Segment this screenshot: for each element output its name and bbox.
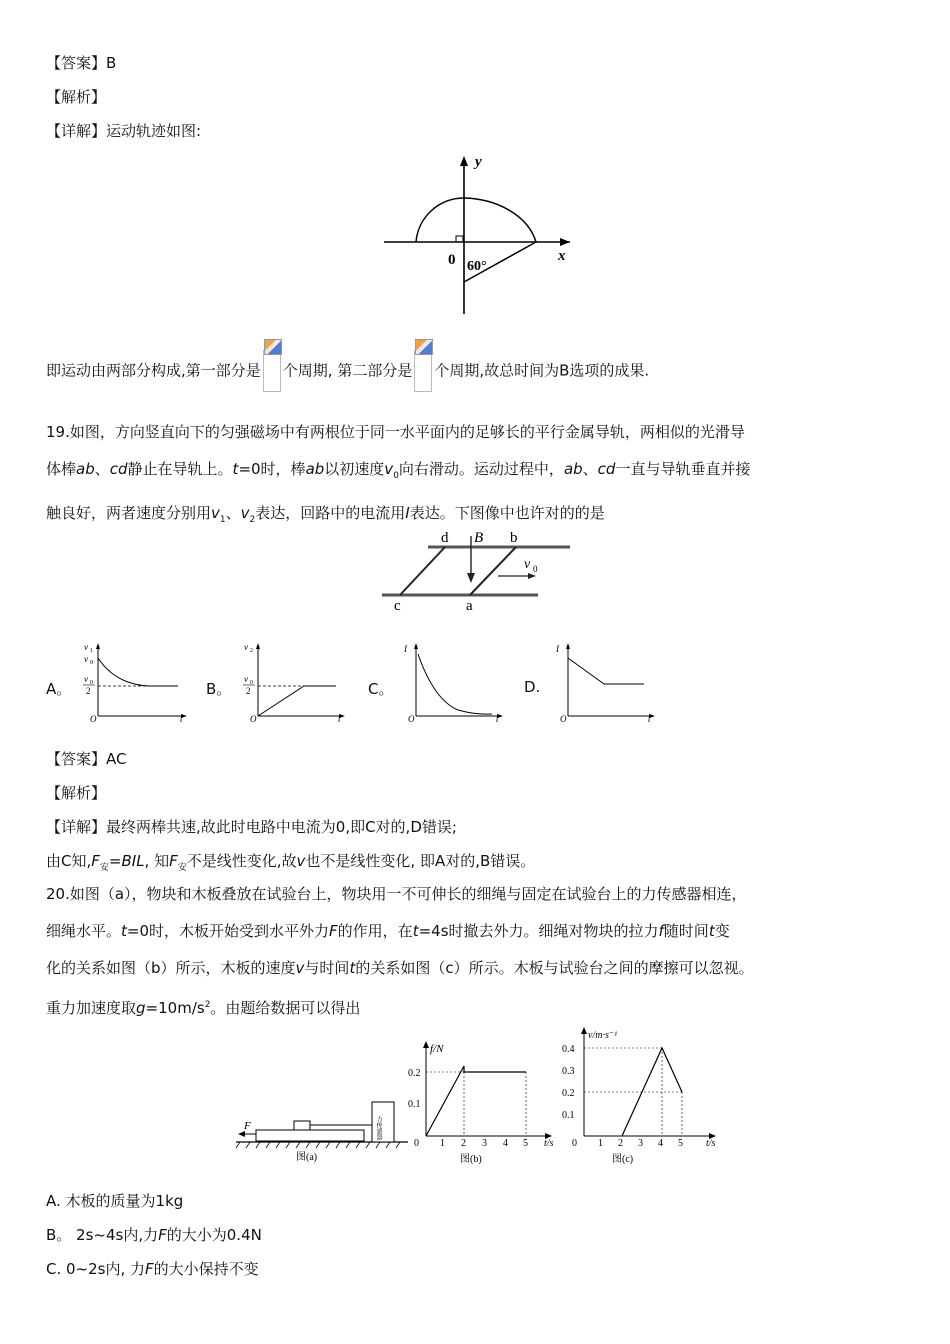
svg-text:t: t bbox=[338, 714, 341, 722]
label-B: B bbox=[474, 530, 484, 546]
figure-b-force-graph bbox=[408, 1040, 558, 1166]
sensor-label: 力传感器 bbox=[375, 1116, 381, 1140]
broken-image-icon bbox=[414, 350, 432, 392]
svg-text:0: 0 bbox=[533, 564, 538, 574]
svg-text:I: I bbox=[404, 644, 407, 654]
svg-text:0.4: 0.4 bbox=[562, 1044, 575, 1055]
svg-text:5: 5 bbox=[678, 1138, 683, 1149]
svg-text:t: t bbox=[180, 714, 183, 722]
figure-b-caption: 图(b) bbox=[460, 1154, 482, 1165]
option-a-label: A。 bbox=[46, 680, 72, 698]
svg-text:2: 2 bbox=[86, 686, 91, 696]
svg-text:t/s: t/s bbox=[544, 1138, 554, 1149]
conclusion-text: 即运动由两部分构成,第一部分是 个周期, 第二部分是 个周期,故总时间为B选项的成果. bbox=[46, 350, 649, 392]
label-b: b bbox=[510, 530, 518, 546]
svg-text:1: 1 bbox=[440, 1138, 445, 1149]
svg-text:0: 0 bbox=[414, 1138, 419, 1149]
angle-label: 60° bbox=[467, 259, 487, 274]
figure-a-apparatus bbox=[232, 1096, 414, 1166]
label-c: c bbox=[394, 598, 401, 614]
svg-text:0: 0 bbox=[90, 660, 93, 666]
option-a-graph bbox=[80, 640, 190, 722]
label-d: d bbox=[441, 530, 449, 546]
force-label: F bbox=[244, 1120, 251, 1132]
svg-text:I: I bbox=[556, 644, 559, 654]
svg-text:O: O bbox=[90, 714, 97, 722]
svg-text:v: v bbox=[84, 654, 88, 664]
svg-text:v: v bbox=[244, 642, 248, 652]
svg-text:v: v bbox=[84, 642, 88, 652]
y-axis-label: y bbox=[475, 154, 482, 170]
svg-text:3: 3 bbox=[638, 1138, 643, 1149]
question-20-stem: 20.如图（a），物块和木板叠放在试验台上，物块用一不可伸长的细绳与固定在试验台上的力传感器相连， 细绳水平。t=0时，木板开始受到水平外力F的作用，在t=4s时撤去外力。细绳对物块的拉力f随时间t变 化的关系如图（b）所示，木板的速度v与时间t的关系如图（c）所示。木板与试验台之间的摩擦可以忽视。 重力加速度取$g=10m/s^2$。由题给数据可以得出 bbox=[46, 885, 754, 1017]
option-b: B。 2s~4s内,力F的大小为0.4N bbox=[46, 1226, 262, 1244]
detail-text: 【详解】运动轨迹如图: bbox=[46, 122, 202, 140]
rails-figure bbox=[378, 528, 574, 614]
svg-text:0: 0 bbox=[572, 1138, 577, 1149]
svg-text:2: 2 bbox=[618, 1138, 623, 1149]
figure-c-caption: 图(c) bbox=[612, 1154, 634, 1165]
svg-text:2: 2 bbox=[461, 1138, 466, 1149]
svg-text:O: O bbox=[560, 714, 567, 722]
question-19-stem: 19.如图，方向竖直向下的匀强磁场中有两根位于同一水平面内的足够长的平行金属导轨，两相似的光滑导 体棒ab、cd静止在导轨上。t=0时，棒ab以初速度$v_0$向右滑动。运动过程中，ab、cd一直与导轨垂直并接 触良好，两者速度分别用$v_1$、$v_2$表达，回路中的电流用I表达。下图像中也许对的的是 bbox=[46, 423, 751, 525]
figure-a-caption: 图(a) bbox=[296, 1152, 318, 1163]
answer-label: 【答案】B bbox=[46, 54, 117, 72]
svg-text:0.1: 0.1 bbox=[408, 1099, 421, 1110]
trajectory-figure bbox=[380, 152, 580, 317]
option-d-label: D. bbox=[524, 678, 541, 696]
svg-text:t/s: t/s bbox=[706, 1138, 716, 1149]
option-c-label: C。 bbox=[368, 680, 394, 698]
label-v0: v bbox=[524, 557, 531, 572]
svg-text:t: t bbox=[496, 714, 499, 722]
svg-text:0.2: 0.2 bbox=[562, 1088, 575, 1099]
svg-text:4: 4 bbox=[658, 1138, 663, 1149]
figure-c-velocity-graph bbox=[560, 1026, 730, 1166]
svg-text:0.1: 0.1 bbox=[562, 1110, 575, 1121]
svg-text:5: 5 bbox=[523, 1138, 528, 1149]
broken-image-icon bbox=[263, 350, 281, 392]
svg-text:0.2: 0.2 bbox=[408, 1068, 421, 1079]
origin-label: 0 bbox=[448, 252, 456, 268]
label-a: a bbox=[466, 598, 473, 614]
svg-text:1: 1 bbox=[598, 1138, 603, 1149]
svg-text:0: 0 bbox=[250, 680, 253, 686]
analysis-label: 【解析】 bbox=[46, 88, 107, 106]
svg-text:v/m·s⁻¹: v/m·s⁻¹ bbox=[588, 1030, 618, 1041]
option-c: C. 0~2s内, 力F的大小保持不变 bbox=[46, 1260, 259, 1278]
option-b-graph bbox=[238, 640, 348, 722]
answer-label: 【答案】AC bbox=[46, 750, 127, 768]
detail-text: 【详解】最终两棒共速,故此时电路中电流为0,即C对的,D错误; bbox=[46, 818, 457, 836]
svg-text:0.3: 0.3 bbox=[562, 1066, 575, 1077]
option-b-label: B。 bbox=[206, 680, 232, 698]
svg-text:4: 4 bbox=[503, 1138, 508, 1149]
svg-text:2: 2 bbox=[250, 648, 253, 654]
svg-text:t: t bbox=[648, 714, 651, 722]
svg-text:2: 2 bbox=[246, 686, 251, 696]
svg-text:1: 1 bbox=[90, 648, 93, 654]
option-d-graph bbox=[548, 640, 658, 722]
svg-text:v: v bbox=[84, 674, 88, 684]
analysis-label: 【解析】 bbox=[46, 784, 107, 802]
detail-text-2: 由C知$,F_安=BIL$, 知$F_安$不是线性变化,故v也不是线性变化, 即A对的,B错误。 bbox=[46, 852, 536, 873]
option-a: A. 木板的质量为1kg bbox=[46, 1192, 184, 1210]
svg-text:O: O bbox=[408, 714, 415, 722]
svg-text:f/N: f/N bbox=[430, 1043, 444, 1055]
x-axis-label: x bbox=[558, 248, 566, 264]
svg-text:0: 0 bbox=[90, 680, 93, 686]
svg-text:O: O bbox=[250, 714, 257, 722]
svg-text:3: 3 bbox=[482, 1138, 487, 1149]
option-c-graph bbox=[396, 640, 506, 722]
svg-text:v: v bbox=[244, 674, 248, 684]
